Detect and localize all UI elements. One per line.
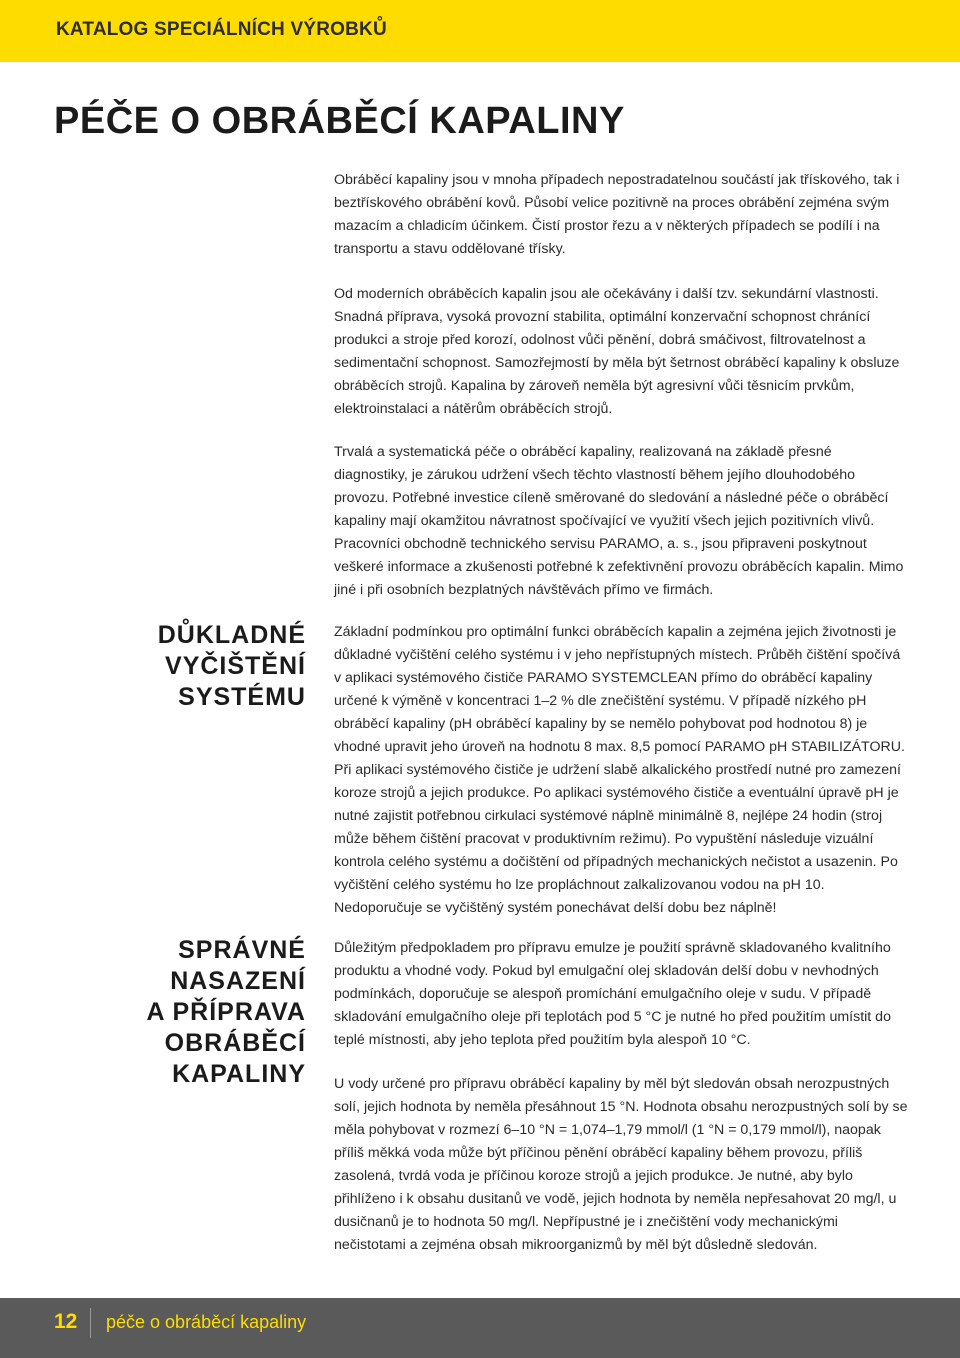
section-heading-preparation: SPRÁVNÉ NASAZENÍ A PŘÍPRAVA OBRÁBĚCÍ KAPALINY [146, 936, 306, 1088]
intro-paragraph-3: Trvalá a systematická péče o obráběcí kapaliny, realizovaná na základě přesné diagnostiky, je zárukou udržení všech těchto vlastností během jejího dlouhodobého provozu. Potřebné investice cíleně směrované do sledování a následné péče o obráběcí kapaliny mají okamžitou návratnost spočívající ve využití všech jejich pozitivních vlivů. Pracovníci obchodně technického servisu PARAMO, a. s., jsou připraveni poskytnout veškeré informace a zkušenosti potřebné k zefektivnění provozu obráběcích kapalin. Mimo jiné i při osobních bezplatných návštěvách přímo ve firmách. [334, 444, 904, 598]
footer-label: péče o obráběcí kapaliny [106, 1312, 307, 1332]
intro-paragraph-1: Obráběcí kapaliny jsou v mnoha případech nepostradatelnou součástí jak třískového, tak i beztřískového obrábění kovů. Působí velice pozitivně na proces obrábění zejména svým mazacím a chladicím účinkem. Čistí prostor řezu a v některých případech se podílí i na transportu a stavu oddělované třísky. [334, 172, 900, 257]
intro-paragraph-2: Od moderních obráběcích kapalin jsou ale očekávány i další tzv. sekundární vlastnosti. Snadná příprava, vysoká provozní stabilita, optimální konzervační schopnost chránící produkci a stroje před korozí, odolnost vůči pěnění, dobrá smáčivost, filtrovatelnost a sedimentační schopnost. Samozřejmostí by měla být šetrnost obráběcí kapaliny k obsluze obráběcích strojů. Kapalina by zároveň neměla být agresivní vůči těsnicím prvkům, elektroinstalaci a nátěrům obráběcích strojů. [334, 286, 900, 417]
footer-bar [0, 1298, 960, 1358]
page-number: 12 [54, 1310, 78, 1333]
cleaning-paragraph: Základní podmínkou pro optimální funkci obráběcích kapalin a zejména jejich životnosti je důkladné vyčištění celého systému i v jeho nepřístupných místech. Průběh čištění spočívá v aplikaci systémového čističe PARAMO SYSTEMCLEAN přímo do obráběcí kapaliny určené k výměně v koncentraci 1–2 % dle znečištění systému. V případě nízkého pH obráběcí kapaliny (pH obráběcí kapaliny by se nemělo pohybovat pod hodnotou 8) je vhodné upravit jeho úroveň na hodnotu 8 max. 8,5 pomocí PARAMO pH STABILIZÁTORU. Při aplikaci systémového čističe je udržení slabě alkalického prostředí nutné pro zamezení koroze strojů a jejich produkce. Po aplikaci systémového čističe a eventuální úpravě pH je nutné zajistit potřebnou cirkulaci systémové náplně minimálně 8, nejlépe 24 hodin (stroj může během čištění pracovat v produktivním režimu). Po vypuštění následuje vizuální kontrola celého systému a dočištění od případných mechanických nečistot a usazenin. Po vyčištění celého systému ho lze propláchnout zalkalizovanou vodou na pH 10. Nedoporučuje se vyčištěný systém ponechávat delší dobu bez náplně! [334, 624, 905, 916]
preparation-paragraph-2: U vody určené pro přípravu obráběcí kapaliny by měl být sledován obsah nerozpustných solí, jejich hodnota by neměla přesáhnout 15 °N. Hodnota obsahu nerozpustných solí by se měla pohybovat v rozmezí 6–10 °N = 1,074–1,79 mmol/l (1 °N = 0,179 mmol/l), naopak příliš měkká voda může být příčinou pěnění obráběcí kapaliny během provozu, příliš zasolená, tvrdá voda je příčinou koroze strojů a jejich produkce. Je nutné, aby bylo přihlíženo i k obsahu dusitanů ve vodě, jejich hodnota by neměla nepřesahovat 20 mg/l, u dusičnanů je to hodnota 50 mg/l. Nepřípustné je i znečištění vody mechanickými nečistotami a zejména obsah mikroorganizmů by měl být důsledně sledován. [334, 1076, 908, 1253]
header-bar [0, 0, 960, 62]
page-title: PÉČE O OBRÁBĚCÍ KAPALINY [54, 100, 625, 142]
footer-divider [90, 1308, 91, 1338]
catalog-title: KATALOG SPECIÁLNÍCH VÝROBKŮ [56, 19, 387, 40]
section-heading-cleaning: DŮKLADNÉ VYČIŠTĚNÍ SYSTÉMU [157, 621, 306, 711]
preparation-paragraph-1: Důležitým předpokladem pro přípravu emulze je použití správně skladovaného kvalitního produktu a vhodné vody. Pokud byl emulgační olej skladován delší dobu v nevhodných podmínkách, doporučuje se alespoň promíchání emulgačního oleje v sudu. V případě skladování emulgačního oleje při teplotách pod 5 °C je nutné ho před použitím umístit do teplé místnosti, aby jeho teplota před použitím byla alespoň 10 °C. [334, 940, 891, 1048]
